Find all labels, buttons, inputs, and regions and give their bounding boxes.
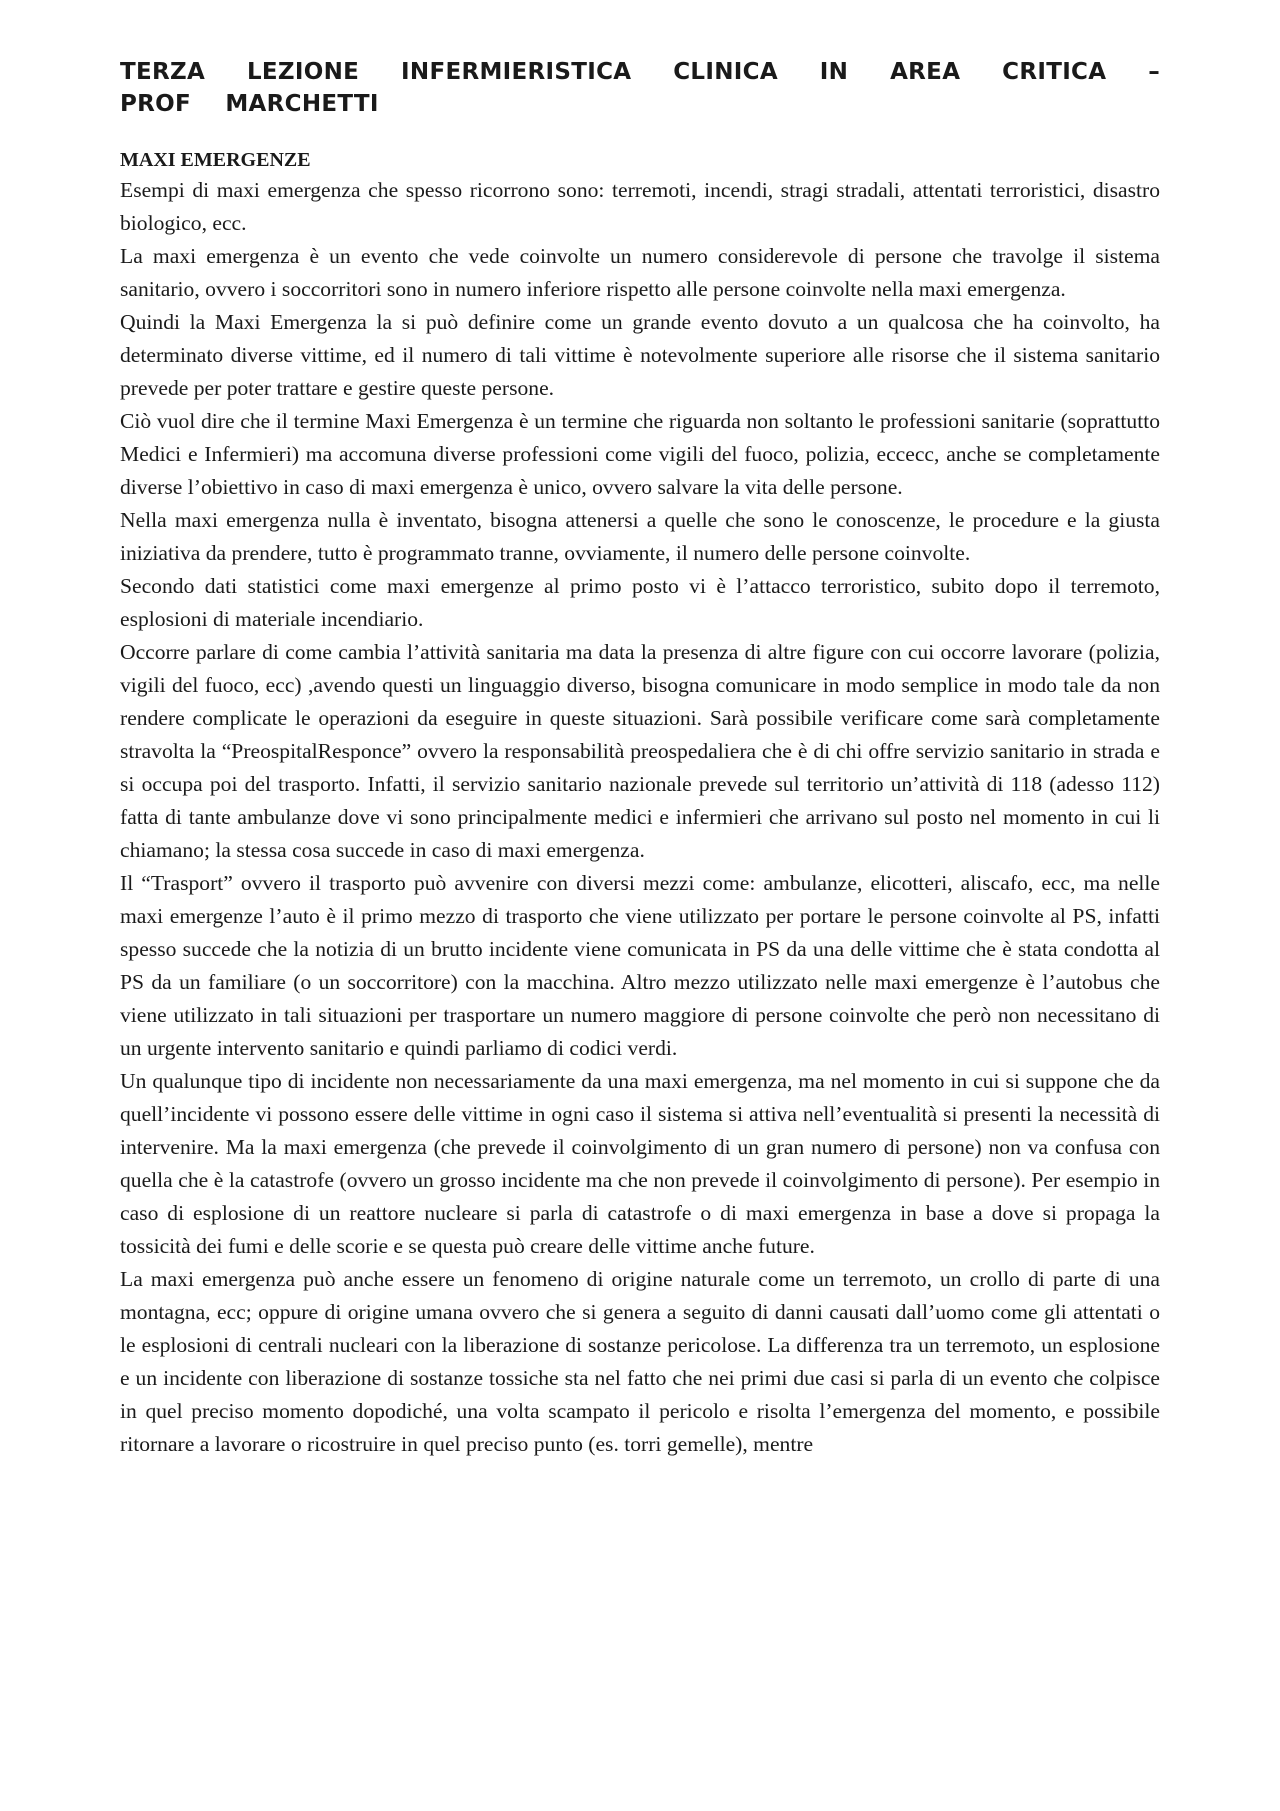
paragraph-4: Ciò vuol dire che il termine Maxi Emergenza è un termine che riguarda non soltanto le professioni sanitarie (soprattutto Medici e Infermieri) ma accomuna diverse professioni come vigili del fuoco, polizia, eccecc, anche se completamente diverse l’obiettivo in caso di maxi emergenza è unico, ovvero salvare la vita delle persone. — [120, 409, 1160, 499]
document-title: TERZA LEZIONE INFERMIERISTICA CLINICA IN AREA CRITICA – PROF MARCHETTI — [120, 59, 1160, 117]
paragraph-8: Il “Trasport” ovvero il trasporto può avvenire con diversi mezzi come: ambulanze, elicotteri, aliscafo, ecc, ma nelle maxi emergenze l’auto è il primo mezzo di trasporto che viene utilizzato per portare le persone coinvolte al PS, infatti spesso succede che la notizia di un brutto incidente viene comunicata in PS da una delle vittime che è stata condotta al PS da un familiare (o un soccorritore) con la macchina. Altro mezzo utilizzato nelle maxi emergenze è l’autobus che viene utilizzato in tali situazioni per trasportare un numero maggiore di persone coinvolte che però non necessitano di un urgente intervento sanitario e quindi parliamo di codici verdi. — [120, 871, 1160, 1060]
paragraph-10: La maxi emergenza può anche essere un fenomeno di origine naturale come un terremoto, un crollo di parte di una montagna, ecc; oppure di origine umana ovvero che si genera a seguito di danni causati dall’uomo come gli attentati o le esplosioni di centrali nucleari con la liberazione di sostanze pericolose. La differenza tra un terremoto, un esplosione e un incidente con liberazione di sostanze tossiche sta nel fatto che nei primi due casi si parla di un evento che colpisce in quel preciso momento dopodiché, una volta scampato il pericolo e risolta l’emergenza del momento, e possibile ritornare a lavorare o ricostruire in quel preciso punto (es. torri gemelle), mentre — [120, 1267, 1160, 1456]
document-page — [120, 56, 1160, 1461]
section-heading: MAXI EMERGENZE — [120, 149, 311, 171]
paragraph-1: Esempi di maxi emergenza che spesso ricorrono sono: terremoti, incendi, stragi stradali, attentati terroristici, disastro biologico, ecc. — [120, 178, 1160, 235]
paragraph-6: Secondo dati statistici come maxi emergenze al primo posto vi è l’attacco terroristico, subito dopo il terremoto, esplosioni di materiale incendiario. — [120, 574, 1160, 631]
paragraph-7: Occorre parlare di come cambia l’attività sanitaria ma data la presenza di altre figure con cui occorre lavorare (polizia, vigili del fuoco, ecc) ,avendo questi un linguaggio diverso, bisogna comunicare in modo semplice in modo tale da non rendere complicate le operazioni da eseguire in queste situazioni. Sarà possibile verificare come sarà completamente stravolta la “PreospitalResponce” ovvero la responsabilità preospedaliera che è di chi offre servizio sanitario in strada e si occupa poi del trasporto. Infatti, il servizio sanitario nazionale prevede sul territorio un’attività di 118 (adesso 112) fatta di tante ambulanze dove vi sono principalmente medici e infermieri che arrivano sul posto nel momento in cui li chiamano; la stessa cosa succede in caso di maxi emergenza. — [120, 640, 1160, 862]
paragraph-5: Nella maxi emergenza nulla è inventato, bisogna attenersi a quelle che sono le conoscenze, le procedure e la giusta iniziativa da prendere, tutto è programmato tranne, ovviamente, il numero delle persone coinvolte. — [120, 508, 1160, 565]
paragraph-3: Quindi la Maxi Emergenza la si può definire come un grande evento dovuto a un qualcosa che ha coinvolto, ha determinato diverse vittime, ed il numero di tali vittime è notevolmente superiore alle risorse che il sistema sanitario prevede per poter trattare e gestire queste persone. — [120, 310, 1160, 400]
paragraph-2: La maxi emergenza è un evento che vede coinvolte un numero considerevole di persone che travolge il sistema sanitario, ovvero i soccorritori sono in numero inferiore rispetto alle persone coinvolte nella maxi emergenza. — [120, 244, 1160, 301]
paragraph-9: Un qualunque tipo di incidente non necessariamente da una maxi emergenza, ma nel momento in cui si suppone che da quell’incidente vi possono essere delle vittime in ogni caso il sistema si attiva nell’eventualità si presenti la necessità di intervenire. Ma la maxi emergenza (che prevede il coinvolgimento di un gran numero di persone) non va confusa con quella che è la catastrofe (ovvero un grosso incidente ma che non prevede il coinvolgimento di persone). Per esempio in caso di esplosione di un reattore nucleare si parla di catastrofe o di maxi emergenza in base a dove si propaga la tossicità dei fumi e delle scorie e se questa può creare delle vittime anche future. — [120, 1069, 1160, 1258]
